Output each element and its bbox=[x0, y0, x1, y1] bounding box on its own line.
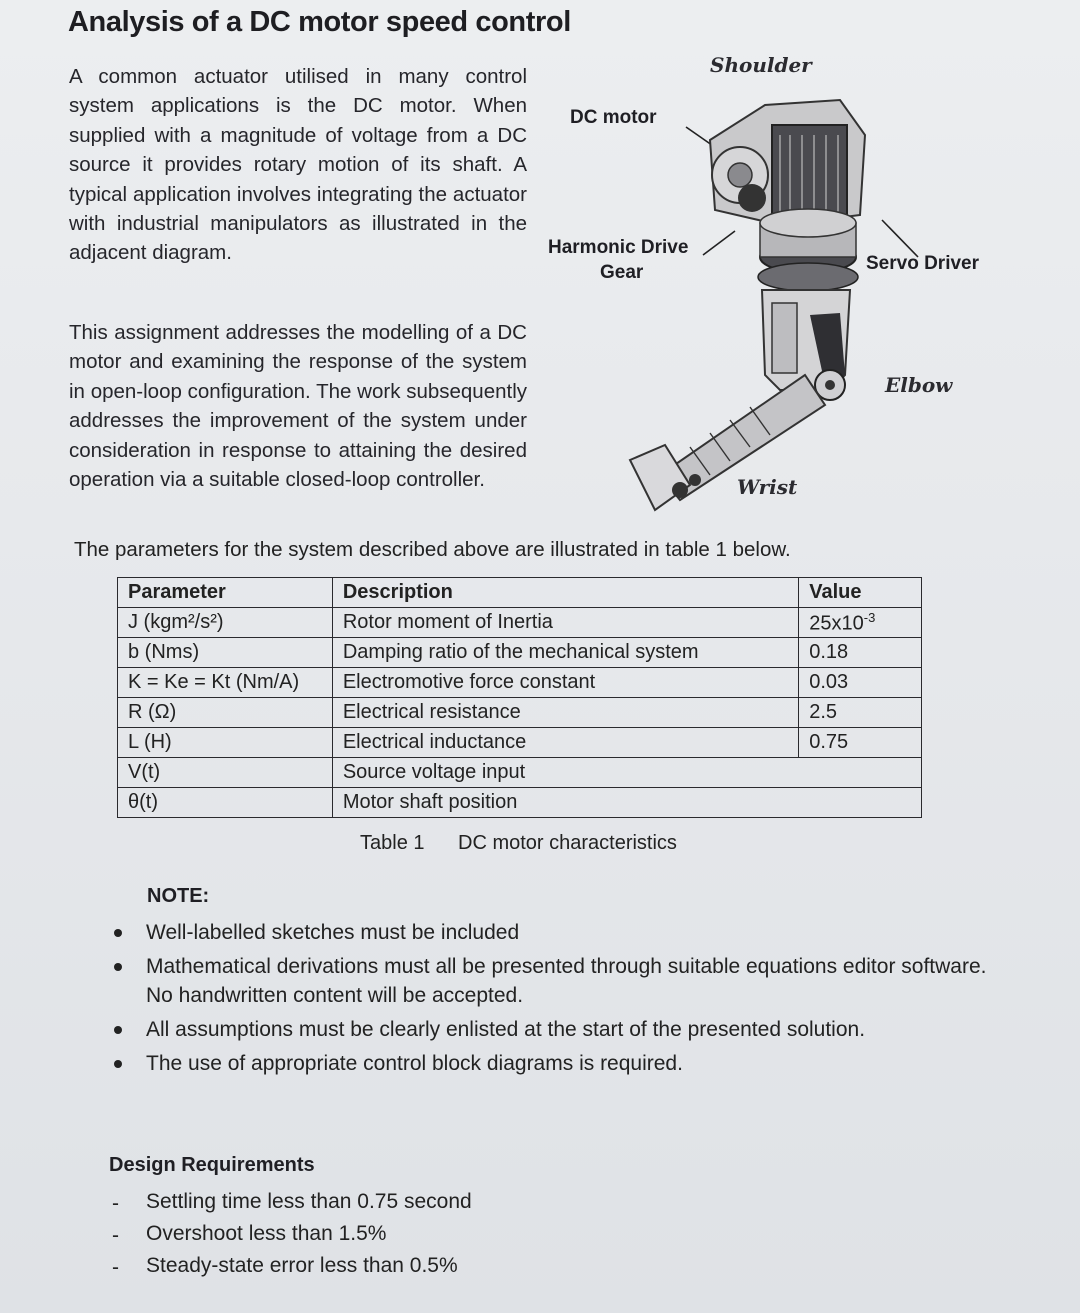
list-item: Mathematical derivations must all be presented through suitable equations editor software. No handwritten content will be accepted. bbox=[108, 952, 1008, 1010]
desc-cell: Rotor moment of Inertia bbox=[332, 608, 798, 638]
intro-paragraph-2: This assignment addresses the modelling of a DC motor and examining the response of the system in open-loop configuration. The work subsequently addresses the improvement of the system under consideration in response to attaining the desired operation via a suitable closed-loop controller. bbox=[69, 321, 527, 492]
table-row bbox=[118, 758, 922, 788]
intro-paragraph-1: A common actuator utilised in many control system applications is the DC motor. When supplied with a magnitude of voltage from a DC source it provides rotary motion of its shaft. A typical application involves integrating the actuator with industrial manipulators as illustrated in the adjacent diagram. bbox=[69, 65, 527, 265]
page-title: Analysis of a DC motor speed control bbox=[68, 6, 571, 38]
parameters-table bbox=[117, 577, 922, 818]
header-description: Description bbox=[332, 578, 798, 608]
note-heading: NOTE: bbox=[147, 885, 210, 907]
table-row bbox=[118, 728, 922, 758]
value-cell bbox=[799, 608, 922, 638]
table-row bbox=[118, 608, 922, 638]
value-mantissa: 25x10 bbox=[809, 612, 864, 635]
label-wrist: Wrist bbox=[737, 475, 798, 499]
value-cell: 2.5 bbox=[799, 698, 922, 728]
label-elbow: Elbow bbox=[885, 373, 953, 397]
label-shoulder: Shoulder bbox=[710, 53, 812, 77]
value-cell: 0.03 bbox=[799, 668, 922, 698]
table-row bbox=[118, 788, 922, 818]
design-requirements-list bbox=[108, 1186, 472, 1282]
table-header-row bbox=[118, 578, 922, 608]
param-cell: R (Ω) bbox=[118, 698, 333, 728]
param-cell: V(t) bbox=[118, 758, 333, 788]
desc-cell: Electrical resistance bbox=[332, 698, 798, 728]
label-harmonic-gear: Gear bbox=[600, 262, 644, 283]
list-item: All assumptions must be clearly enlisted at the start of the presented solution. bbox=[108, 1015, 1008, 1044]
list-item: Well-labelled sketches must be included bbox=[108, 918, 1008, 947]
list-item: The use of appropriate control block diagrams is required. bbox=[108, 1049, 1008, 1078]
param-cell: θ(t) bbox=[118, 788, 333, 818]
header-parameter: Parameter bbox=[118, 578, 333, 608]
note-list bbox=[108, 918, 1008, 1083]
label-harmonic-drive: Harmonic Drive bbox=[548, 237, 689, 258]
list-item: - Overshoot less than 1.5% bbox=[108, 1218, 472, 1250]
desc-cell: Damping ratio of the mechanical system bbox=[332, 638, 798, 668]
desc-cell: Motor shaft position bbox=[332, 788, 921, 818]
list-item: - Steady-state error less than 0.5% bbox=[108, 1250, 472, 1282]
value-cell: 0.75 bbox=[799, 728, 922, 758]
param-cell: L (H) bbox=[118, 728, 333, 758]
design-requirements-heading: Design Requirements bbox=[109, 1154, 315, 1176]
table-row bbox=[118, 638, 922, 668]
param-cell: b (Nms) bbox=[118, 638, 333, 668]
table-caption-label: Table 1 bbox=[360, 832, 425, 854]
value-cell: 0.18 bbox=[799, 638, 922, 668]
robot-arm-figure bbox=[540, 45, 1060, 515]
desc-cell: Source voltage input bbox=[332, 758, 921, 788]
table-row bbox=[118, 698, 922, 728]
table-intro: The parameters for the system described above are illustrated in table 1 below. bbox=[74, 538, 791, 561]
param-cell: K = Ke = Kt (Nm/A) bbox=[118, 668, 333, 698]
label-servo-driver: Servo Driver bbox=[866, 253, 980, 274]
list-item: - Settling time less than 0.75 second bbox=[108, 1186, 472, 1218]
desc-cell: Electrical inductance bbox=[332, 728, 798, 758]
header-value: Value bbox=[799, 578, 922, 608]
desc-cell: Electromotive force constant bbox=[332, 668, 798, 698]
table-row bbox=[118, 668, 922, 698]
param-cell: J (kgm²/s²) bbox=[118, 608, 333, 638]
value-exponent: -3 bbox=[863, 609, 876, 625]
label-dc-motor: DC motor bbox=[570, 107, 657, 128]
table-caption-text: DC motor characteristics bbox=[458, 832, 677, 854]
